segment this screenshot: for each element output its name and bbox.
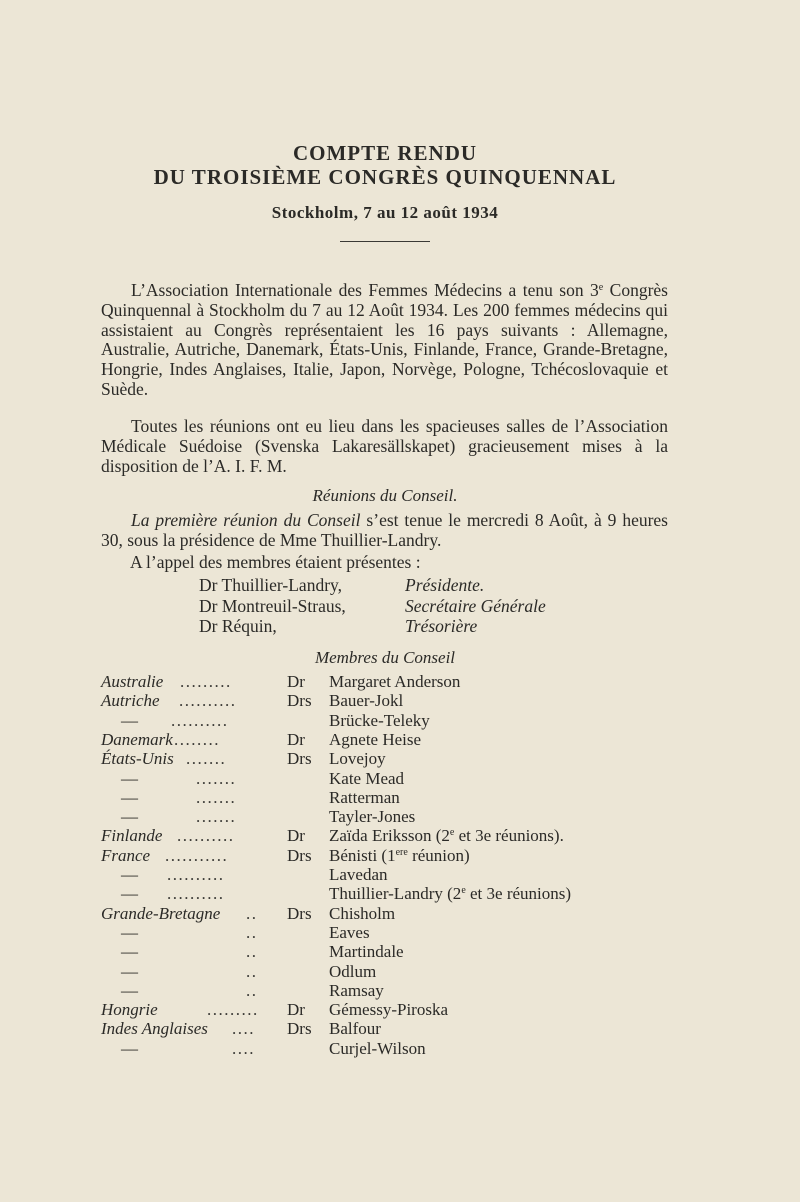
member-note: et 3e réunions): [465, 884, 572, 904]
member-row: [101, 691, 701, 711]
leader-dots: ..: [246, 980, 258, 1000]
member-name: Thuillier-Landry (2: [329, 884, 462, 904]
member-superscript: e: [461, 885, 466, 897]
member-name: Chisholm: [329, 903, 396, 923]
member-title: Dr: [287, 826, 305, 846]
member-row: [101, 769, 701, 789]
leader-dots: ..: [246, 903, 258, 923]
leader-dots: ..........: [167, 884, 225, 904]
member-country: États-Unis: [101, 749, 174, 769]
member-ditto-dash: —: [121, 961, 138, 981]
leader-dots: ....: [232, 1019, 255, 1039]
member-name: Brücke-Teleky: [329, 710, 430, 730]
member-country: Grande-Bretagne: [101, 903, 221, 923]
leader-dots: ....: [232, 1038, 255, 1058]
member-ditto-dash: —: [121, 922, 138, 942]
leader-dots: .......: [196, 787, 237, 807]
leader-dots: ..........: [167, 865, 225, 884]
member-title: Dr: [287, 1000, 305, 1020]
member-row: [101, 730, 701, 750]
member-name-cell: [329, 769, 404, 789]
member-name: Tayler-Jones: [329, 807, 416, 827]
leader-dots: ...........: [165, 845, 229, 865]
member-ditto-dash: —: [121, 807, 138, 827]
title-rule-divider: [340, 241, 430, 242]
leader-dots: .........: [180, 672, 232, 691]
member-row: [101, 865, 701, 885]
member-ditto-dash: —: [121, 884, 138, 904]
member-ditto-dash: —: [121, 1038, 138, 1058]
officer-name: Dr Montreuil-Straus,: [199, 596, 346, 616]
member-row: [101, 749, 701, 769]
member-name: Bénisti (1: [329, 845, 396, 865]
first-meeting-paragraph: [101, 511, 668, 551]
member-name-cell: [329, 865, 388, 885]
member-name: Margaret Anderson: [329, 672, 461, 691]
member-note: et 3e réunions).: [454, 826, 564, 846]
officer-role: Trésorière: [405, 616, 478, 636]
member-name-cell: [329, 730, 421, 750]
member-name-cell: [329, 846, 470, 866]
first-meeting-text: s’est tenue le mercredi 8 Août, à 9 heures 30, sous la présidence de Mme Thuillier-Landry.: [101, 510, 668, 550]
member-row: [101, 846, 701, 866]
intro-superscript: e: [598, 282, 604, 293]
member-superscript: e: [449, 827, 455, 839]
leader-dots: ..: [246, 942, 258, 962]
member-name-cell: [329, 749, 386, 769]
member-title: Drs: [287, 845, 312, 865]
member-name: Curjel-Wilson: [329, 1038, 426, 1058]
member-name-cell: [329, 962, 376, 982]
officer-role: Secrétaire Générale: [405, 596, 546, 616]
member-title: Dr: [287, 729, 305, 749]
member-name-cell: [329, 807, 415, 827]
leader-dots: ..........: [177, 826, 235, 846]
member-country: France: [101, 845, 151, 865]
member-note: réunion): [407, 845, 470, 865]
member-ditto-dash: —: [121, 980, 138, 1000]
member-name-cell: [329, 691, 403, 711]
member-title: Drs: [287, 903, 312, 923]
member-row: [101, 981, 701, 1001]
member-title: Drs: [287, 749, 312, 769]
member-name: Bauer-Jokl: [329, 691, 404, 711]
member-name-cell: [329, 884, 571, 904]
member-name: Ratterman: [329, 787, 400, 807]
member-country: Finlande: [101, 826, 163, 846]
officer-row: [199, 596, 546, 616]
member-country: Hongrie: [101, 1000, 158, 1020]
member-ditto-dash: —: [121, 942, 138, 962]
member-row: [101, 672, 701, 692]
officer-row: [199, 616, 478, 636]
intro-text-a: L’Association Internationale des Femmes Médecins a tenu son 3: [131, 280, 599, 300]
member-name-cell: [329, 1000, 448, 1020]
member-name: Zaïda Eriksson (2: [329, 826, 450, 846]
member-name: Lavedan: [329, 865, 388, 884]
member-row: [101, 1000, 701, 1020]
member-name-cell: [329, 788, 400, 808]
intro-text-b: Congrès Quinquennal à Stockholm du 7 au 12 Août 1934. Les 200 femmes médecins qui assistaient au Congrès représentaient les 16 pays suivants : Allemagne, Australie, Autriche, Danemark, États-Unis, Finlande, France, Grande-Bretagne, Hongrie, Indes Anglaises, Italie, Japon, Norvège, Pologne, Tchécoslovaquie et Suède.: [101, 280, 668, 399]
member-name: Martindale: [329, 942, 404, 962]
member-row: [101, 884, 701, 904]
member-name-cell: [329, 711, 430, 731]
member-row: [101, 807, 701, 827]
member-country: Autriche: [101, 691, 160, 711]
section-heading-conseil: Réunions du Conseil.: [312, 486, 458, 505]
subtitle: Stockholm, 7 au 12 août 1934: [271, 203, 499, 222]
member-name-cell: [329, 923, 370, 943]
member-ditto-dash: —: [121, 710, 138, 730]
officer-name: Dr Thuillier-Landry,: [199, 575, 343, 595]
leader-dots: ..: [246, 961, 258, 981]
venue-paragraph: Toutes les réunions ont eu lieu dans les spacieuses salles de l’Association Médicale Suédoise (Svenska Lakaresällskapet) gracieusement mises à la disposition de l’A. I. F. M.: [101, 416, 668, 476]
member-row: [101, 962, 701, 982]
leader-dots: .......: [196, 768, 237, 788]
member-row: [101, 826, 701, 846]
member-row: [101, 788, 701, 808]
member-superscript: ere: [395, 846, 408, 858]
member-ditto-dash: —: [121, 768, 138, 788]
member-row: [101, 904, 701, 924]
member-country: Danemark: [101, 729, 173, 749]
leader-dots: .........: [207, 1000, 259, 1020]
leader-dots: ..........: [179, 691, 237, 711]
member-row: [101, 1019, 701, 1039]
officer-row: [199, 575, 485, 595]
member-ditto-dash: —: [121, 865, 138, 884]
member-name: Kate Mead: [329, 768, 405, 788]
member-row: [101, 1039, 701, 1059]
member-name-cell: [329, 672, 460, 692]
member-title: Drs: [287, 1019, 312, 1039]
officer-role: Présidente.: [405, 575, 485, 595]
leader-dots: ..........: [171, 710, 229, 730]
member-title: Dr: [287, 672, 305, 691]
section-heading-membres: Membres du Conseil: [314, 648, 456, 667]
member-name-cell: [329, 1039, 426, 1059]
leader-dots: ........: [174, 729, 220, 749]
roll-call-line: A l’appel des membres étaient présentes :: [130, 552, 421, 572]
title-line-1: COMPTE RENDU: [292, 141, 478, 165]
member-name-cell: [329, 904, 395, 924]
member-name: Ramsay: [329, 980, 384, 1000]
member-name: Lovejoy: [329, 749, 386, 769]
title-line-2: DU TROISIÈME CONGRÈS QUINQUENNAL: [153, 165, 617, 189]
member-row: [101, 942, 701, 962]
member-name: Eaves: [329, 922, 370, 942]
member-country: Australie: [101, 672, 164, 691]
member-name-cell: [329, 1019, 381, 1039]
member-name-cell: [329, 942, 404, 962]
member-row: [101, 923, 701, 943]
member-name: Agnete Heise: [329, 729, 422, 749]
member-name: Gémessy-Piroska: [329, 1000, 448, 1020]
leader-dots: ..: [246, 922, 258, 942]
officer-name: Dr Réquin,: [199, 616, 277, 636]
leader-dots: .......: [186, 749, 227, 769]
member-row: [101, 711, 701, 731]
member-name-cell: [329, 826, 564, 846]
member-name: Balfour: [329, 1019, 381, 1039]
leader-dots: .......: [196, 807, 237, 827]
member-title: Drs: [287, 691, 312, 711]
intro-paragraph: [101, 281, 668, 400]
first-meeting-italic: La première réunion du Conseil: [131, 510, 361, 530]
member-ditto-dash: —: [121, 787, 138, 807]
member-country: Indes Anglaises: [101, 1019, 208, 1039]
member-name-cell: [329, 981, 384, 1001]
member-name: Odlum: [329, 961, 377, 981]
